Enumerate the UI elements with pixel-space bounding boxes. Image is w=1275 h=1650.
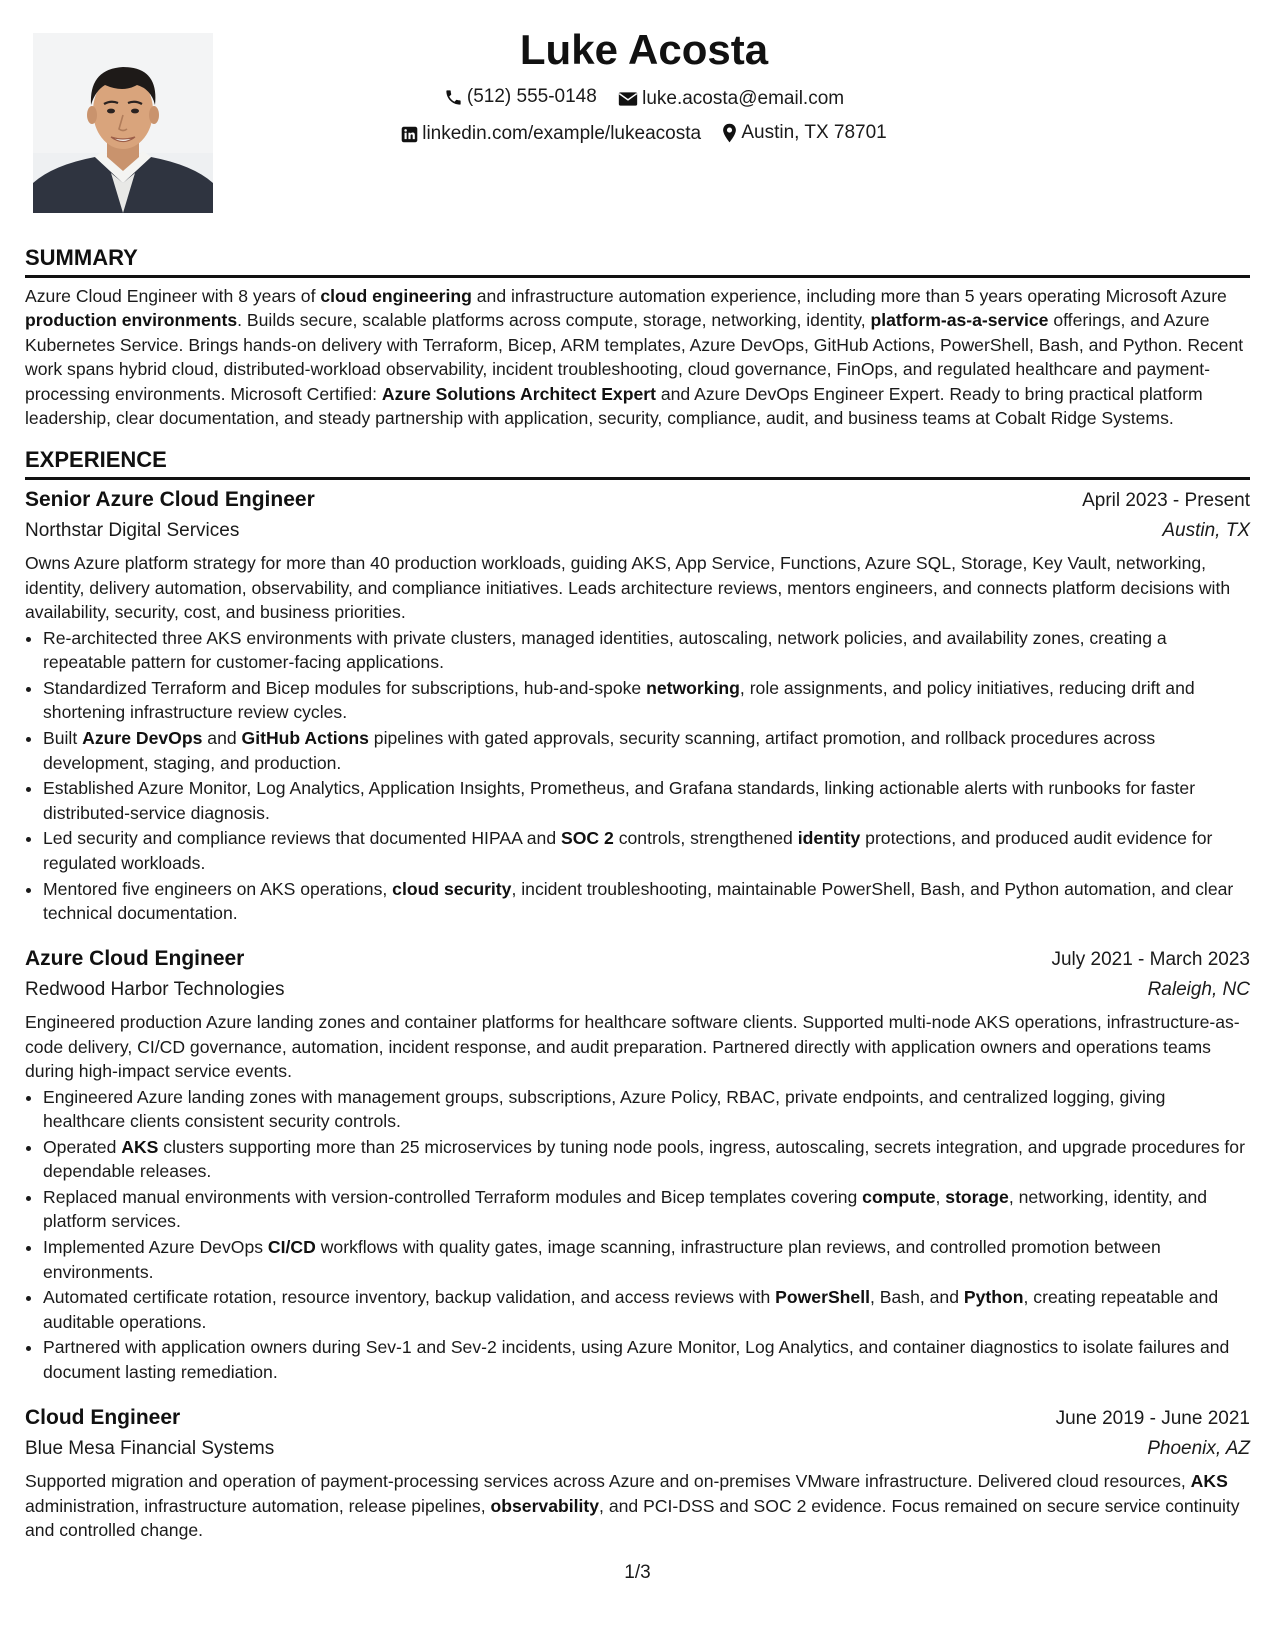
resume-header xyxy=(240,22,1048,151)
portrait-illustration xyxy=(33,33,213,213)
job-dates: April 2023 - Present xyxy=(1082,490,1250,512)
list-item: • Operated AKS clusters supporting more than 25 microservices by tuning node pools, ingress, autoscaling, secrets integration, and upgrade procedures for dependable releases. xyxy=(43,1135,1250,1184)
email-text: luke.acosta@email.com xyxy=(642,87,845,109)
job-entry xyxy=(25,1404,1250,1542)
list-item: • Automated certificate rotation, resource inventory, backup validation, and access reviews with PowerShell, Bash, and Python, creating repeatable and auditable operations. xyxy=(43,1285,1250,1334)
job-description: Engineered production Azure landing zones and container platforms for healthcare software clients. Supported multi-node AKS operations, infrastructure-as-code delivery, CI/CD governance, automation, incident response, and audit preparation. Partnered directly with application owners and operations teams during high-impact service events. xyxy=(25,1012,1240,1082)
job-dates: July 2021 - March 2023 xyxy=(1051,949,1250,971)
job-title: Cloud Engineer xyxy=(25,1406,181,1430)
contact-email[interactable] xyxy=(618,86,844,112)
linkedin-icon xyxy=(401,126,418,143)
list-item: • Replaced manual environments with version-controlled Terraform modules and Bicep templates covering compute, storage, networking, identity, and platform services. xyxy=(43,1185,1250,1234)
job-entry xyxy=(25,945,1250,1384)
contact-linkedin[interactable] xyxy=(401,121,701,147)
job-title: Azure Cloud Engineer xyxy=(25,947,245,971)
list-item: • Built Azure DevOps and GitHub Actions pipelines with gated approvals, security scanning, artifact promotion, and rollback procedures across development, staging, and production. xyxy=(43,726,1250,775)
job-header-row xyxy=(25,945,1250,974)
job-company: Northstar Digital Services xyxy=(25,520,240,542)
job-description: Supported migration and operation of payment-processing services across Azure and on-premises VMware infrastructure. Delivered cloud resources, AKS administration, infrastructure automation, release pipelines, observability, and PCI-DSS and SOC 2 evidence. Focus remained on secure service continuity and controlled change. xyxy=(25,1471,1240,1540)
job-bullets xyxy=(25,626,1250,925)
contact-location xyxy=(722,120,886,146)
summary-section xyxy=(25,244,1250,430)
phone-icon xyxy=(444,88,463,107)
job-location: Austin, TX xyxy=(1162,520,1250,542)
job-location: Phoenix, AZ xyxy=(1147,1438,1250,1460)
job-bullets xyxy=(25,1085,1250,1384)
job-description: Owns Azure platform strategy for more than 40 production workloads, guiding AKS, App Service, Functions, Azure SQL, Storage, Key Vault, networking, identity, delivery automation, observability, and compliance initiatives. Leads architecture reviews, mentors engineers, and connects platform decisions with availability, security, cost, and business priorities. xyxy=(25,553,1231,623)
list-item: • Standardized Terraform and Bicep modules for subscriptions, hub-and-spoke networking, role assignments, and policy initiatives, reducing drift and shortening infrastructure review cycles. xyxy=(43,676,1250,725)
experience-section xyxy=(25,446,1250,1542)
list-item: • Mentored five engineers on AKS operations, cloud security, incident troubleshooting, maintainable PowerShell, Bash, and Python automation, and clear technical documentation. xyxy=(43,877,1250,926)
job-dates: June 2019 - June 2021 xyxy=(1055,1408,1250,1430)
phone-text: (512) 555-0148 xyxy=(466,86,597,107)
experience-divider xyxy=(25,477,1250,480)
profile-photo xyxy=(33,33,213,213)
job-location: Raleigh, NC xyxy=(1147,979,1250,1001)
job-header-row xyxy=(25,1404,1250,1433)
list-item: • Engineered Azure landing zones with management groups, subscriptions, Azure Policy, RBAC, private endpoints, and centralized logging, giving healthcare clients consistent security controls. xyxy=(43,1085,1250,1134)
list-item: • Partnered with application owners during Sev-1 and Sev-2 incidents, using Azure Monitor, Log Analytics, and container diagnostics to isolate failures and document lasting remediation. xyxy=(43,1335,1250,1384)
list-item: • Re-architected three AKS environments with private clusters, managed identities, autoscaling, network policies, and availability zones, creating a repeatable pattern for customer-facing applications. xyxy=(43,626,1250,675)
map-pin-icon xyxy=(722,123,737,143)
candidate-name: Luke Acosta xyxy=(519,26,769,73)
job-company-row xyxy=(25,974,1250,1004)
contact-phone[interactable] xyxy=(444,84,597,110)
job-company: Redwood Harbor Technologies xyxy=(25,979,285,1001)
location-text: Austin, TX 78701 xyxy=(741,121,887,143)
contact-line-secondary xyxy=(240,120,1048,151)
list-item: • Led security and compliance reviews that documented HIPAA and SOC 2 controls, strengthened identity protections, and produced audit evidence for regulated workloads. xyxy=(43,826,1250,875)
job-company: Blue Mesa Financial Systems xyxy=(25,1438,275,1460)
list-item: • Established Azure Monitor, Log Analytics, Application Insights, Prometheus, and Grafana standards, linking actionable alerts with runbooks for faster distributed-service diagnosis. xyxy=(43,776,1250,825)
envelope-icon xyxy=(618,91,638,107)
contact-line-primary xyxy=(240,84,1048,115)
resume-content xyxy=(25,244,1250,1542)
summary-heading: SUMMARY xyxy=(25,245,138,270)
job-company-row xyxy=(25,515,1250,545)
linkedin-text: linkedin.com/example/lukeacosta xyxy=(422,123,702,144)
summary-divider xyxy=(25,275,1250,278)
summary-text: Azure Cloud Engineer with 8 years of cloud engineering and infrastructure automation experience, including more than 5 years operating Microsoft Azure production environments. Builds secure, scalable platforms across compute, storage, networking, identity, platform-as-a-service offerings, and Azure Kubernetes Service. Brings hands-on delivery with Terraform, Bicep, ARM templates, Azure DevOps, GitHub Actions, PowerShell, Bash, and Python. Recent work spans hybrid cloud, distributed-workload observability, incident troubleshooting, cloud governance, FinOps, and regulated healthcare and payment-processing environments. Microsoft Certified: Azure Solutions Architect Expert and Azure DevOps Engineer Expert. Ready to bring practical platform leadership, clear documentation, and steady partnership with application, security, compliance, audit, and business teams at Cobalt Ridge Systems. xyxy=(25,286,1244,429)
page-number: 1/3 xyxy=(624,1562,651,1583)
list-item: • Implemented Azure DevOps CI/CD workflows with quality gates, image scanning, infrastructure plan reviews, and controlled promotion between environments. xyxy=(43,1235,1250,1284)
job-title: Senior Azure Cloud Engineer xyxy=(25,488,315,512)
job-entry xyxy=(25,486,1250,925)
job-company-row xyxy=(25,1433,1250,1463)
job-header-row xyxy=(25,486,1250,515)
experience-heading: EXPERIENCE xyxy=(25,447,167,473)
